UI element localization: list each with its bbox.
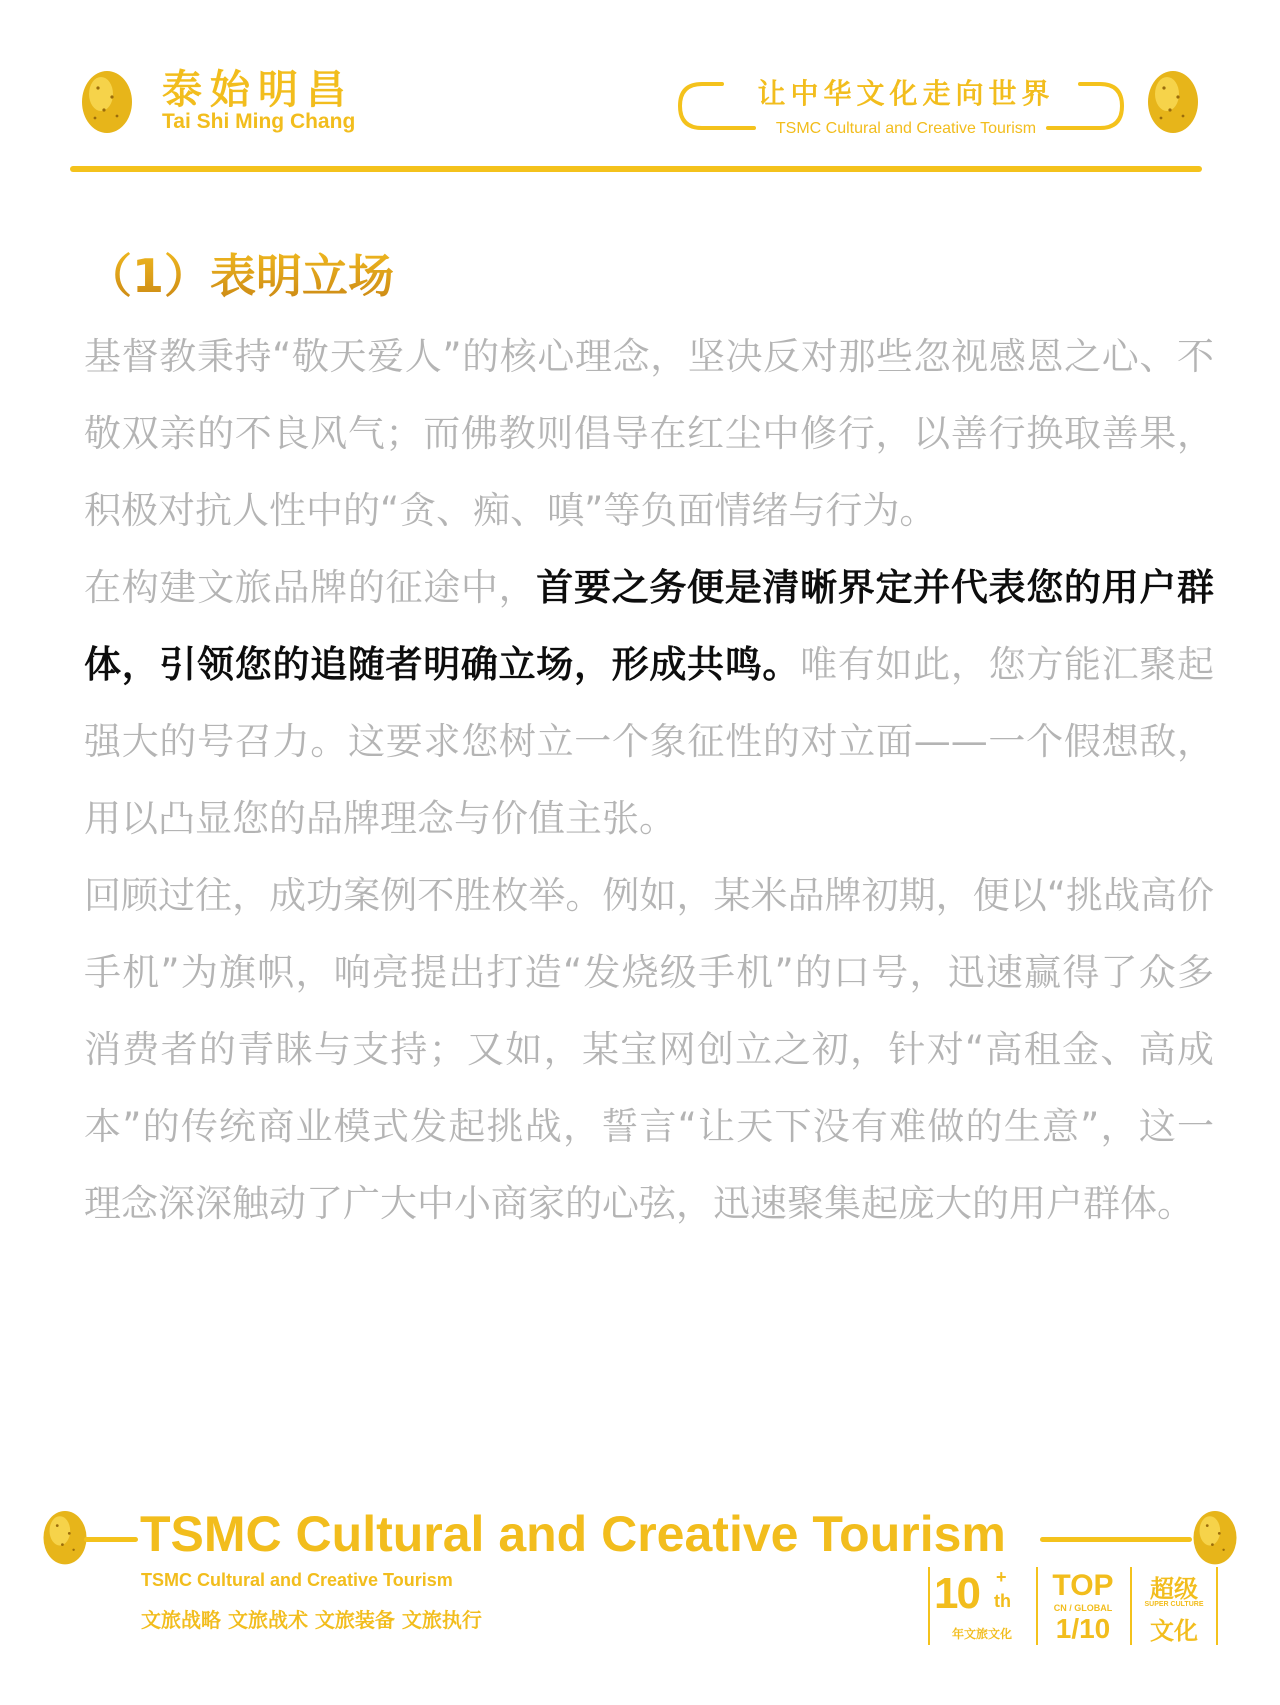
- paragraph-2-lead: 在构建文旅品牌的征途中，: [84, 566, 537, 609]
- paragraph-3: 回顾过往，成功案例不胜枚举。例如，某米品牌初期，便以“挑战高价手机”为旗帜，响亮提出打造“发烧级手机”的口号，迅速赢得了众多消费者的青睐与支持；又如，某宝网创立之初，针对“高租金、高成本”的传统商业模式发起挑战，誓言“让天下没有难做的生意”，这一理念深深触动了广大中小商家的心弦，迅速聚集起庞大的用户群体。: [84, 874, 1214, 1225]
- paragraph-2-emphasis: 首要之务便是清晰界定并代表您的用户群体，引领您的追随者明确立场，形成共鸣。: [84, 566, 1215, 686]
- badge-10th-suffix: th: [994, 1591, 1011, 1611]
- header-divider: [70, 166, 1202, 172]
- slogan-en: TSMC Cultural and Creative Tourism: [775, 120, 1037, 137]
- potato-mascot-icon: [1190, 1505, 1240, 1567]
- badge-divider: [1216, 1567, 1218, 1645]
- badge-super-top: 超级: [1150, 1574, 1198, 1603]
- badge-top-ratio: 1/10: [1055, 1613, 1111, 1644]
- badge-super-bottom: 文化: [1150, 1616, 1198, 1645]
- brand-name-en: Tai Shi Ming Chang: [162, 110, 356, 133]
- badge-top-1-10: [1040, 1567, 1126, 1645]
- slogan-cn: 让中华文化走向世界: [757, 77, 1055, 110]
- potato-mascot-icon: [1144, 64, 1202, 136]
- badge-10th-plus: +: [996, 1567, 1007, 1587]
- badge-divider: [1130, 1567, 1132, 1645]
- potato-mascot-icon: [40, 1505, 90, 1567]
- badge-super-mid: SUPER CULTURE: [1144, 1601, 1204, 1608]
- article-body: [84, 318, 1214, 1242]
- footer-line-right: [1040, 1537, 1192, 1542]
- paragraph-2-tail: 唯有如此，您方能汇聚起强大的号召力。这要求您树立一个象征性的对立面——一个假想敌，用以凸显您的品牌理念与价值主张。: [84, 643, 1215, 840]
- paragraph-2: [84, 549, 1214, 857]
- badge-top-scope: CN / GLOBAL: [1053, 1603, 1113, 1613]
- badge-super-culture: [1134, 1567, 1214, 1645]
- footer-tags: 文旅战略 文旅战术 文旅装备 文旅执行: [141, 1608, 482, 1632]
- badge-divider: [928, 1567, 930, 1645]
- badge-divider: [1036, 1567, 1038, 1645]
- potato-mascot-icon: [78, 64, 136, 136]
- badge-10th-caption: 年文旅文化: [951, 1627, 1012, 1641]
- footer-title: TSMC Cultural and Creative Tourism: [140, 1506, 1006, 1562]
- badge-top-label: TOP: [1052, 1569, 1114, 1602]
- brand-name-cn: 泰始明昌: [162, 66, 354, 113]
- section-title: （1）表明立场: [86, 240, 394, 306]
- badge-10th-number: 10: [934, 1569, 979, 1618]
- badge-10th-years: [934, 1567, 1034, 1645]
- footer-subtitle: TSMC Cultural and Creative Tourism: [141, 1570, 453, 1590]
- paragraph-1: 基督教秉持“敬天爱人”的核心理念，坚决反对那些忽视感恩之心、不敬双亲的不良风气；而佛教则倡导在红尘中修行，以善行换取善果，积极对抗人性中的“贪、痴、嗔”等负面情绪与行为。: [84, 335, 1214, 532]
- footer-line-left: [84, 1537, 138, 1542]
